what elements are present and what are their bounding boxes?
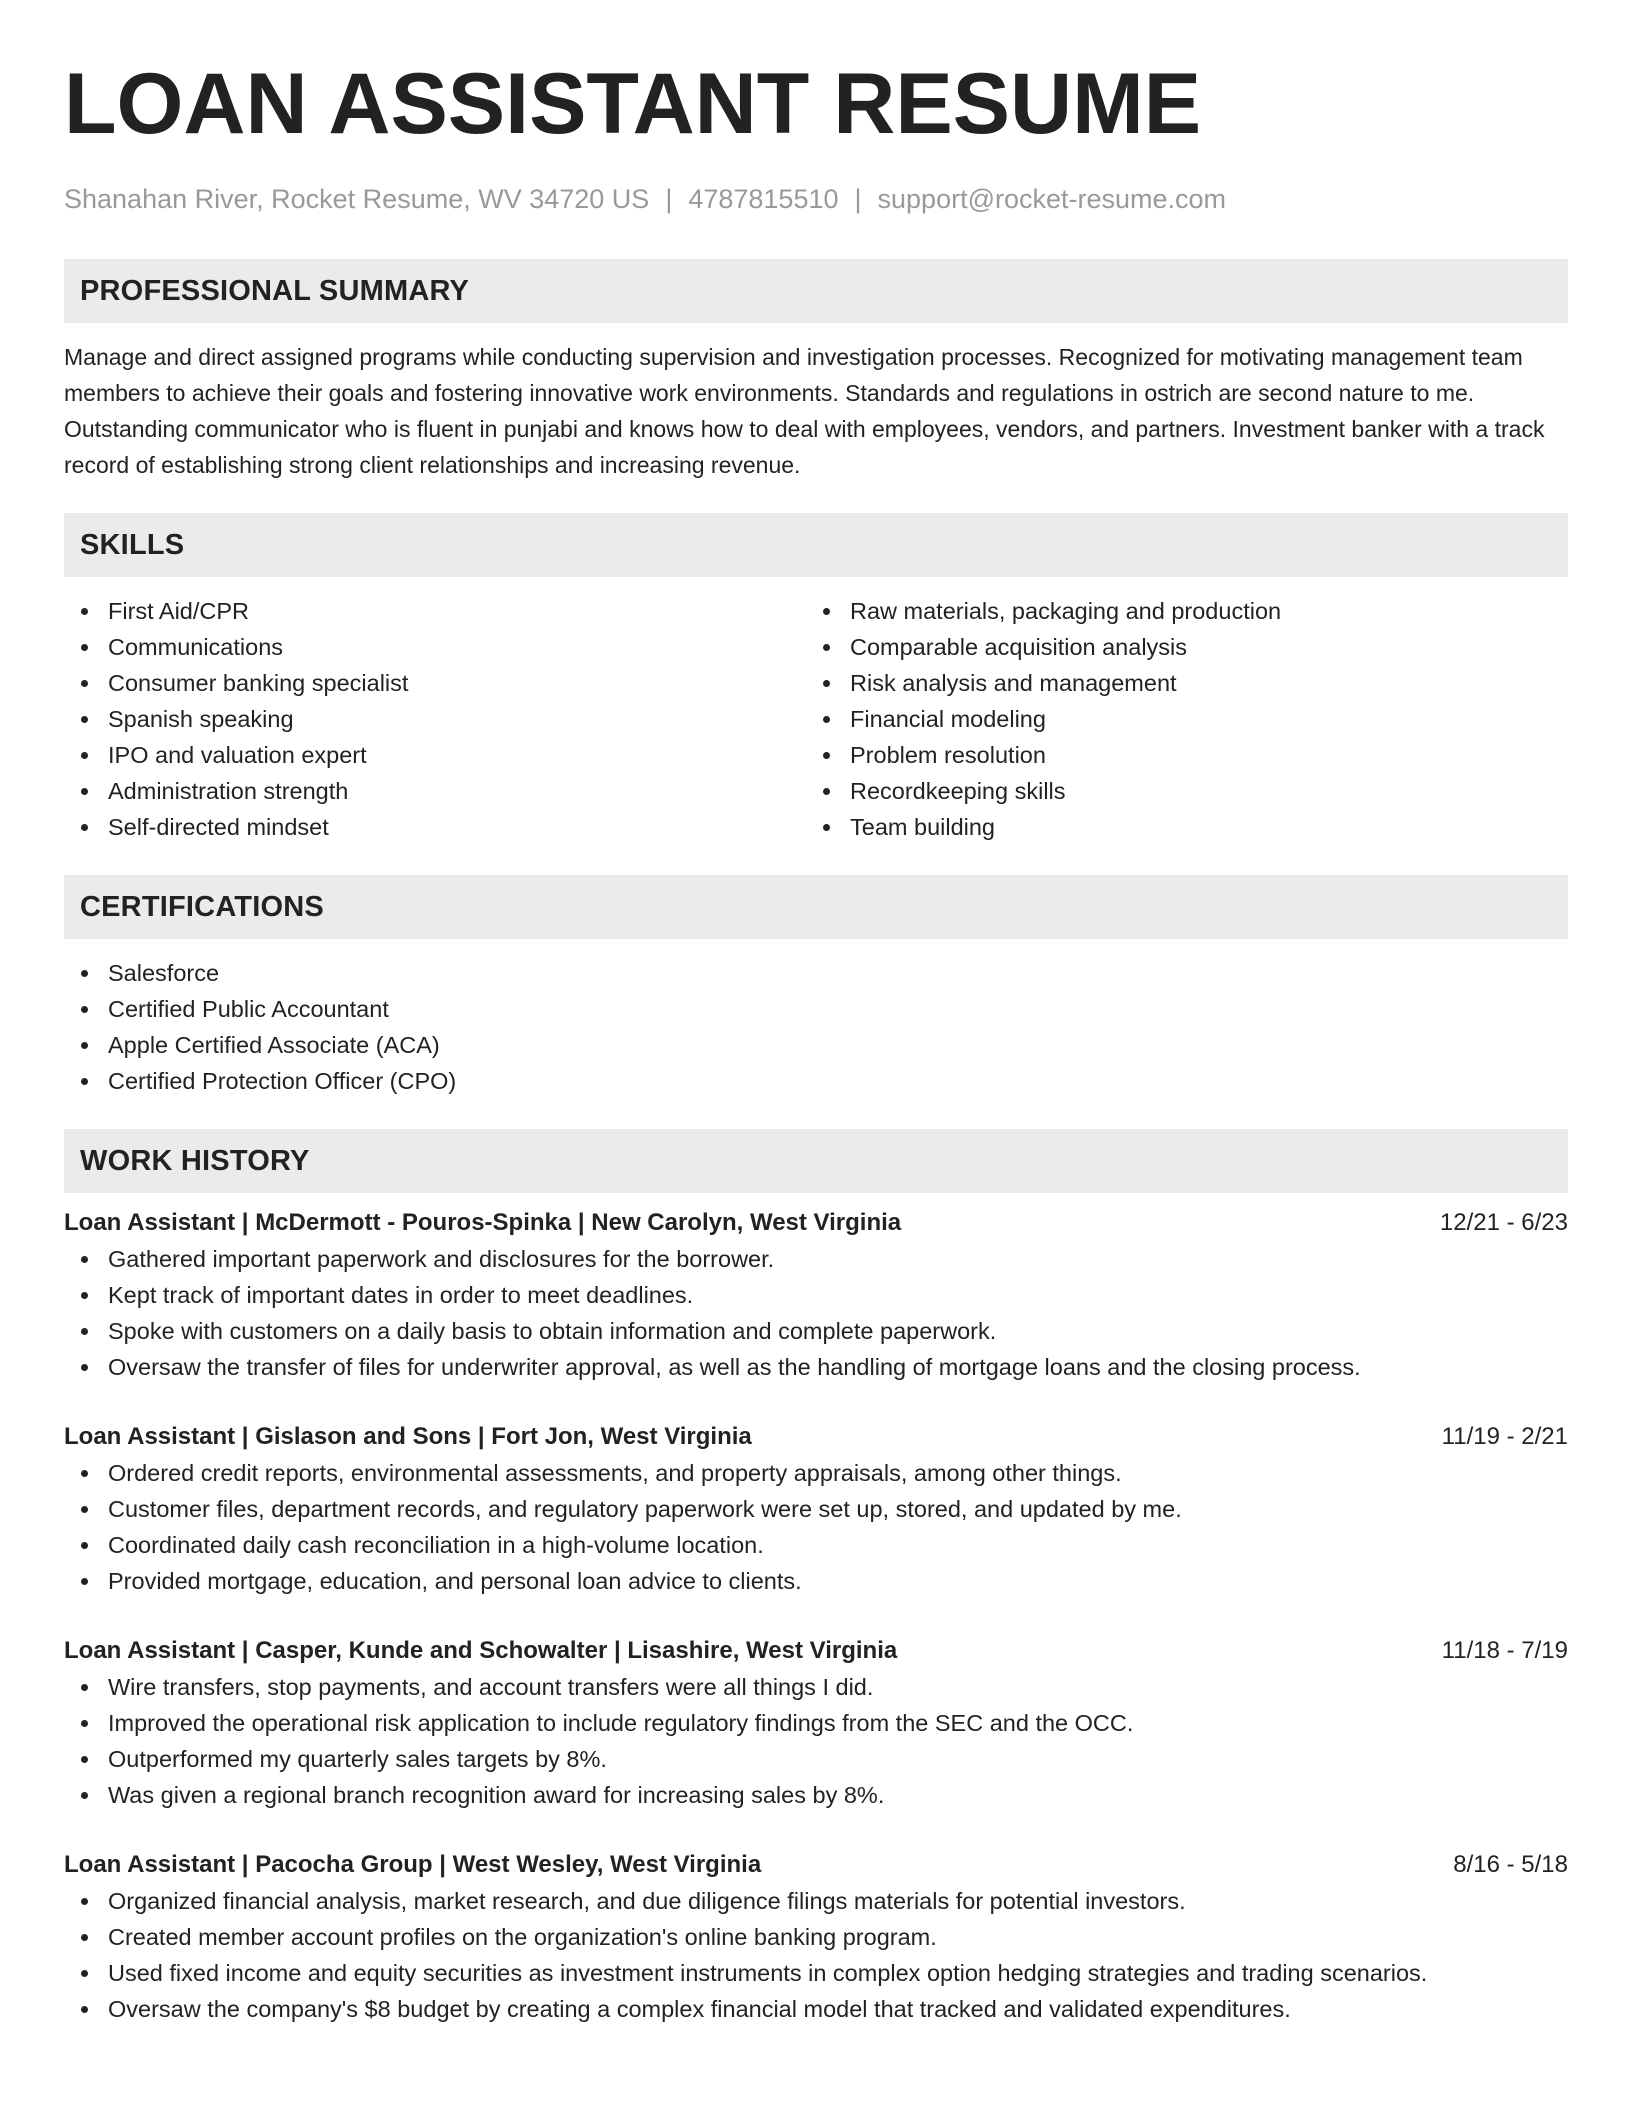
job-entry xyxy=(64,1205,1568,1385)
skill-item: Team building xyxy=(806,809,1548,845)
job-bullet: Organized financial analysis, market research, and due diligence filings materials for potential investors. xyxy=(64,1883,1568,1919)
certifications-section xyxy=(64,875,1568,1099)
work-history-heading: WORK HISTORY xyxy=(80,1144,310,1177)
job-bullet: Oversaw the transfer of files for underwriter approval, as well as the handling of mortgage loans and the closing process. xyxy=(64,1349,1568,1385)
skills-grid xyxy=(64,593,1568,845)
section-header-bar xyxy=(64,513,1568,577)
job-bullets xyxy=(64,1883,1568,2027)
resume-title: LOAN ASSISTANT RESUME xyxy=(64,56,1202,152)
certification-item: Certified Protection Officer (CPO) xyxy=(64,1063,1568,1099)
job-header xyxy=(64,1205,1568,1241)
skill-item: Raw materials, packaging and production xyxy=(806,593,1548,629)
job-bullets xyxy=(64,1455,1568,1599)
job-bullet: Created member account profiles on the organization's online banking program. xyxy=(64,1919,1568,1955)
job-bullet: Oversaw the company's $8 budget by creating a complex financial model that tracked and validated expenditures. xyxy=(64,1991,1568,2027)
skills-heading: SKILLS xyxy=(80,528,185,561)
certification-item: Certified Public Accountant xyxy=(64,991,1568,1027)
section-header-bar xyxy=(64,875,1568,939)
skill-item: Spanish speaking xyxy=(64,701,806,737)
skill-item: First Aid/CPR xyxy=(64,593,806,629)
skill-item: Problem resolution xyxy=(806,737,1548,773)
job-dates: 12/21 - 6/23 xyxy=(1439,1209,1568,1236)
certifications-list xyxy=(64,955,1568,1099)
job-dates: 11/18 - 7/19 xyxy=(1441,1637,1568,1664)
job-bullet: Kept track of important dates in order to meet deadlines. xyxy=(64,1277,1568,1313)
contact-separator: | xyxy=(854,184,862,214)
job-bullet: Provided mortgage, education, and personal loan advice to clients. xyxy=(64,1563,1568,1599)
skill-item: Comparable acquisition analysis xyxy=(806,629,1548,665)
skill-item: IPO and valuation expert xyxy=(64,737,806,773)
job-bullet: Spoke with customers on a daily basis to obtain information and complete paperwork. xyxy=(64,1313,1568,1349)
certification-item: Apple Certified Associate (ACA) xyxy=(64,1027,1568,1063)
section-header-bar xyxy=(64,1129,1568,1193)
skill-item: Risk analysis and management xyxy=(806,665,1548,701)
job-entry xyxy=(64,1847,1568,2027)
skill-item: Self-directed mindset xyxy=(64,809,806,845)
job-bullet: Wire transfers, stop payments, and account transfers were all things I did. xyxy=(64,1669,1568,1705)
contact-separator: | xyxy=(665,184,673,214)
job-bullet: Coordinated daily cash reconciliation in a high-volume location. xyxy=(64,1527,1568,1563)
section-header-bar xyxy=(64,259,1568,323)
summary-section xyxy=(64,259,1568,483)
job-header xyxy=(64,1419,1568,1455)
job-bullets xyxy=(64,1241,1568,1385)
job-bullet: Was given a regional branch recognition award for increasing sales by 8%. xyxy=(64,1777,1568,1813)
job-bullet: Improved the operational risk application to include regulatory findings from the SEC and the OCC. xyxy=(64,1705,1568,1741)
job-header xyxy=(64,1847,1568,1883)
contact-phone: 4787815510 xyxy=(688,184,839,214)
skill-item: Consumer banking specialist xyxy=(64,665,806,701)
job-bullet: Customer files, department records, and regulatory paperwork were set up, stored, and updated by me. xyxy=(64,1491,1568,1527)
skill-item: Communications xyxy=(64,629,806,665)
job-title: Loan Assistant | McDermott - Pouros-Spinka | New Carolyn, West Virginia xyxy=(64,1209,902,1236)
job-bullet: Gathered important paperwork and disclosures for the borrower. xyxy=(64,1241,1568,1277)
job-title: Loan Assistant | Casper, Kunde and Schowalter | Lisashire, West Virginia xyxy=(64,1637,898,1664)
job-bullets xyxy=(64,1669,1568,1813)
job-bullet: Ordered credit reports, environmental assessments, and property appraisals, among other things. xyxy=(64,1455,1568,1491)
job-header xyxy=(64,1633,1568,1669)
job-dates: 8/16 - 5/18 xyxy=(1453,1851,1568,1878)
job-title: Loan Assistant | Pacocha Group | West Wesley, West Virginia xyxy=(64,1851,762,1878)
resume-page xyxy=(64,0,1568,2027)
job-title: Loan Assistant | Gislason and Sons | Fort Jon, West Virginia xyxy=(64,1423,752,1450)
skills-section xyxy=(64,513,1568,845)
job-entry xyxy=(64,1419,1568,1599)
skill-item: Financial modeling xyxy=(806,701,1548,737)
contact-address: Shanahan River, Rocket Resume, WV 34720 US xyxy=(64,184,650,214)
contact-line xyxy=(64,182,1568,216)
job-dates: 11/19 - 2/21 xyxy=(1441,1423,1568,1450)
skill-item: Administration strength xyxy=(64,773,806,809)
summary-heading: PROFESSIONAL SUMMARY xyxy=(80,274,470,307)
job-bullet: Outperformed my quarterly sales targets by 8%. xyxy=(64,1741,1568,1777)
contact-email: support@rocket-resume.com xyxy=(877,184,1227,214)
summary-text: Manage and direct assigned programs while conducting supervision and investigation processes. Recognized for motivating management team members to achieve their goals and fostering innovative work environments. Standards and regulations in ostrich are second nature to me. Outstanding communicator who is fluent in punjabi and knows how to deal with employees, vendors, and partners. Investment banker with a track record of establishing strong client relationships and increasing revenue. xyxy=(64,344,1545,478)
skills-left-list xyxy=(64,593,806,845)
job-entry xyxy=(64,1633,1568,1813)
work-history-section xyxy=(64,1129,1568,2027)
certification-item: Salesforce xyxy=(64,955,1568,991)
skills-right-list xyxy=(806,593,1548,845)
skill-item: Recordkeeping skills xyxy=(806,773,1548,809)
job-bullet: Used fixed income and equity securities as investment instruments in complex option hedging strategies and trading scenarios. xyxy=(64,1955,1568,1991)
certifications-heading: CERTIFICATIONS xyxy=(80,890,324,923)
